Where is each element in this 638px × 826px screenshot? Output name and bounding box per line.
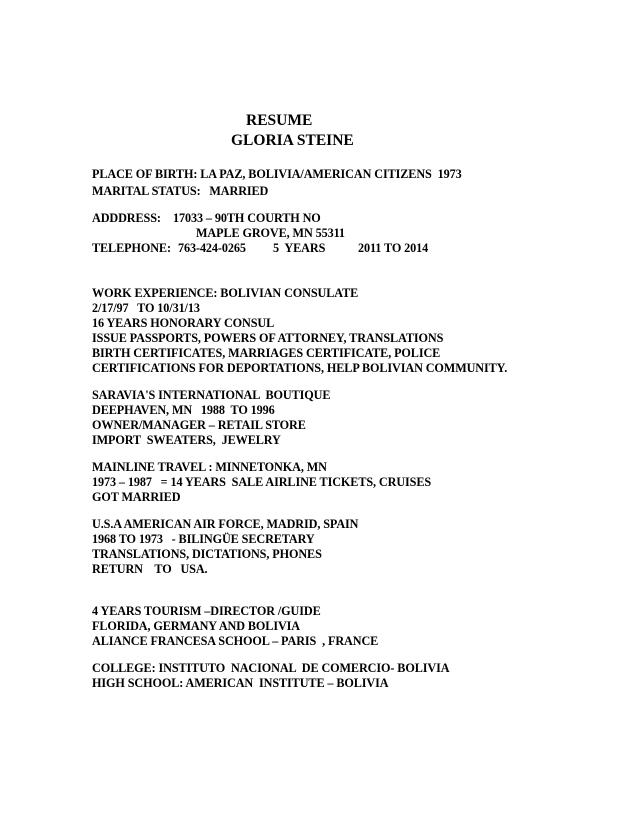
travel-details: 1973 – 1987 = 14 YEARS SALE AIRLINE TICKETS, CRUISES	[92, 475, 432, 489]
years-at-address: 5 YEARS	[273, 241, 326, 255]
travel-heading: MAINLINE TRAVEL : MINNETONKA, MN	[92, 460, 327, 474]
consulate-dates: 2/17/97 TO 10/31/13	[92, 301, 200, 315]
travel-note: GOT MARRIED	[92, 490, 181, 504]
address-line-1: 17033 – 90TH COURTH NO	[173, 211, 321, 225]
education-college: COLLEGE: INSTITUTO NACIONAL DE COMERCIO- BOLIVIA	[92, 661, 450, 675]
airforce-duties: TRANSLATIONS, DICTATIONS, PHONES	[92, 547, 322, 561]
tourism-school: ALIANCE FRANCESA SCHOOL – PARIS , FRANCE	[92, 634, 379, 648]
telephone-number: 763-424-0265	[178, 241, 246, 255]
boutique-heading: SARAVIA'S INTERNATIONAL BOUTIQUE	[92, 388, 331, 402]
airforce-heading: U.S.A AMERICAN AIR FORCE, MADRID, SPAIN	[92, 517, 359, 531]
education-high-school: HIGH SCHOOL: AMERICAN INSTITUTE – BOLIVIA	[92, 676, 389, 690]
marital-status: MARITAL STATUS: MARRIED	[92, 184, 269, 198]
boutique-role: OWNER/MANAGER – RETAIL STORE	[92, 418, 306, 432]
address-label: ADDDRESS:	[92, 211, 161, 225]
consulate-role: 16 YEARS HONORARY CONSUL	[92, 316, 275, 330]
address-line-2: MAPLE GROVE, MN 55311	[196, 226, 345, 240]
airforce-return: RETURN TO USA.	[92, 562, 208, 576]
place-of-birth: PLACE OF BIRTH: LA PAZ, BOLIVIA/AMERICAN CITIZENS 1973	[92, 167, 462, 181]
resume-title: RESUME	[246, 112, 313, 129]
telephone-label: TELEPHONE:	[92, 241, 171, 255]
consulate-heading: WORK EXPERIENCE: BOLIVIAN CONSULATE	[92, 286, 359, 300]
boutique-location: DEEPHAVEN, MN 1988 TO 1996	[92, 403, 275, 417]
consulate-duty-3: CERTIFICATIONS FOR DEPORTATIONS, HELP BOLIVIAN COMMUNITY.	[92, 361, 508, 375]
boutique-products: IMPORT SWEATERS, JEWELRY	[92, 433, 281, 447]
airforce-role: 1968 TO 1973 - BILINGÜE SECRETARY	[92, 532, 315, 546]
applicant-name: GLORIA STEINE	[231, 132, 354, 149]
tourism-locations: FLORIDA, GERMANY AND BOLIVIA	[92, 619, 301, 633]
tourism-heading: 4 YEARS TOURISM –DIRECTOR /GUIDE	[92, 604, 321, 618]
consulate-duty-1: ISSUE PASSPORTS, POWERS OF ATTORNEY, TRANSLATIONS	[92, 331, 444, 345]
address-period: 2011 TO 2014	[358, 241, 429, 255]
consulate-duty-2: BIRTH CERTIFICATES, MARRIAGES CERTIFICATE, POLICE	[92, 346, 441, 360]
